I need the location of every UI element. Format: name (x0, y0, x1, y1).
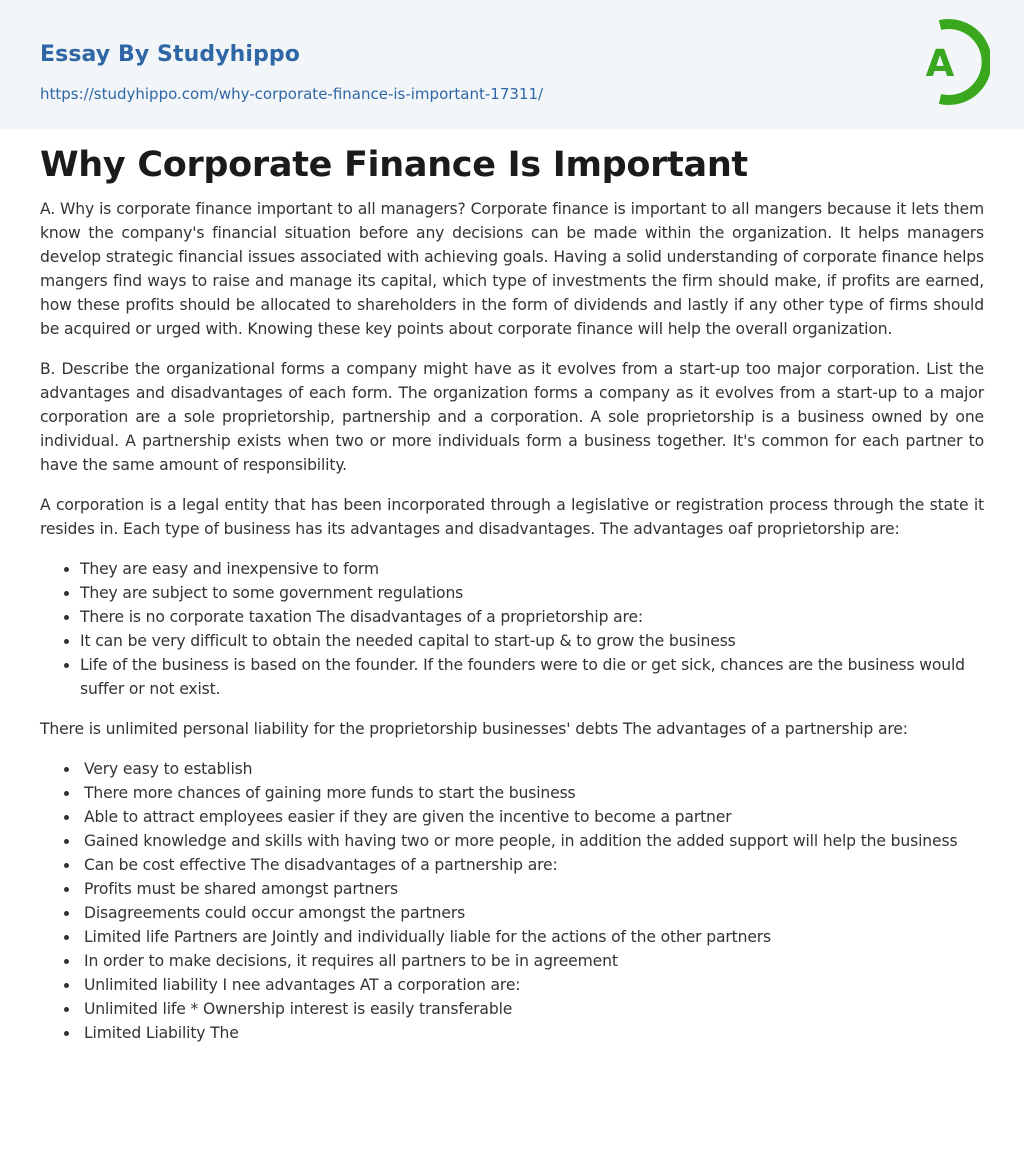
list-item (80, 925, 984, 949)
list-item: • There is no corporate taxation The disadvantages of a proprietorship are: (80, 605, 984, 629)
essay-paragraph: A corporation is a legal entity that has been incorporated through a legislative or registration process through the state it resides in. Each type of business has its advantages and disadvantages. The advantages oaf proprietorship are: (40, 496, 984, 538)
list-item-text: Gained knowledge and skills with having two or more people, in addition the added support will help the business (84, 832, 958, 850)
list-item (80, 781, 984, 805)
essay-paragraph: A. Why is corporate finance important to all managers? Corporate finance is important to all mangers because it lets them know the company's financial situation before any decisions can be made within the organization. It helps managers develop strategic financial issues associated with achieving goals. Having a solid understanding of corporate finance helps mangers find ways to raise and manage its capital, which type of investments the firm should make, if profits are earned, how these profits should be allocated to shareholders in the form of dividends and lastly if any other type of firms should be acquired or urged with. Knowing these key points about corporate finance will help the overall organization. (40, 200, 984, 338)
list-item (80, 997, 984, 1021)
list-item: • Life of the business is based on the founder. If the founders were to die or get sick, chances are the business would suffer or not exist. (80, 653, 984, 701)
list-item-text: Limited Liability The (84, 1024, 239, 1042)
list-item (80, 853, 984, 877)
list-item-text: Unlimited liability I nee advantages AT a corporation are: (84, 976, 521, 994)
list-item (80, 757, 984, 781)
essay-paragraph: There is unlimited personal liability for the proprietorship businesses' debts The advantages of a partnership are: (40, 720, 908, 738)
list-item (80, 805, 984, 829)
partnership-list (40, 757, 984, 1045)
logo-letter: A (925, 42, 955, 85)
list-item (80, 901, 984, 925)
list-item: • They are easy and inexpensive to form (80, 557, 984, 581)
list-item-text: Limited life Partners are Jointly and individually liable for the actions of the other partners (84, 928, 772, 946)
list-item (80, 949, 984, 973)
page-title: Why Corporate Finance Is Important (40, 145, 748, 185)
list-item-text: Profits must be shared amongst partners (84, 880, 398, 898)
list-item-text: There more chances of gaining more funds to start the business (84, 784, 576, 802)
site-header (0, 0, 1024, 129)
list-item: • They are subject to some government regulations (80, 581, 984, 605)
list-item-text: Can be cost effective The disadvantages of a partnership are: (84, 856, 558, 874)
list-item (80, 973, 984, 997)
list-item (80, 829, 984, 853)
list-item-text: In order to make decisions, it requires all partners to be in agreement (84, 952, 618, 970)
list-item: • It can be very difficult to obtain the needed capital to start-up & to grow the business (80, 629, 984, 653)
list-item (80, 1021, 984, 1045)
proprietorship-list (40, 557, 984, 701)
list-item-text: Very easy to establish (84, 760, 253, 778)
list-item-text: Unlimited life * Ownership interest is easily transferable (84, 1000, 513, 1018)
source-url-link[interactable]: https://studyhippo.com/why-corporate-finance-is-important-17311/ (40, 85, 544, 103)
studyhippo-logo-icon[interactable] (910, 17, 990, 107)
list-item (80, 877, 984, 901)
essay-paragraph: B. Describe the organizational forms a company might have as it evolves from a start-up too major corporation. List the advantages and disadvantages of each form. The organization forms a company as it evolves from a start-up to a major corporation are a sole proprietorship, partnership and a corporation. A sole proprietorship is a business owned by one individual. A partnership exists when two or more individuals form a business together. It's common for each partner to have the same amount of responsibility. (40, 360, 984, 474)
essay-content (0, 129, 1024, 1045)
site-title[interactable]: Essay By Studyhippo (40, 42, 300, 67)
list-item-text: Able to attract employees easier if they are given the incentive to become a partner (84, 808, 732, 826)
list-item-text: Disagreements could occur amongst the partners (84, 904, 466, 922)
